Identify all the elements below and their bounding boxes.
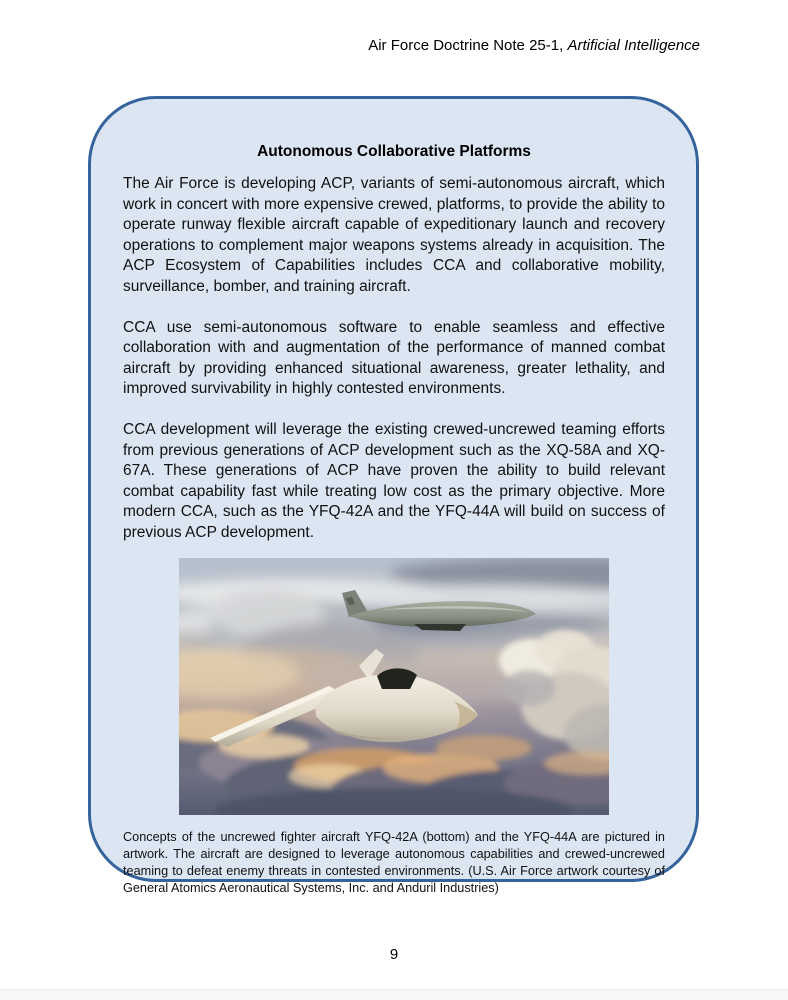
header-doc-subtitle: Artificial Intelligence (567, 37, 700, 54)
figure-caption: Concepts of the uncrewed fighter aircraft YFQ-42A (bottom) and the YFQ-44A are pictured in artwork. The aircraft are designed to leverage autonomous capabilities and crewed-uncrewed teaming to defeat enemy threats in contested environments. (U.S. Air Force artwork courtesy of General Atomics Aeronautical Systems, Inc. and Anduril Industries) (123, 829, 665, 895)
page-number: 9 (389, 946, 399, 963)
aircraft-artwork-image (179, 558, 609, 815)
paragraph-acp-overview: The Air Force is developing ACP, variants of semi-autonomous aircraft, which work in concert with more expensive crewed, platforms, to provide the ability to operate runway flexible aircraft capable of expeditionary launch and recovery operations to complement major weapons systems already in acquisition. The ACP Ecosystem of Capabilities includes CCA and collaborative mobility, surveillance, bomber, and training aircraft. (123, 175, 665, 295)
bottom-bar (0, 989, 788, 1000)
running-header (0, 37, 700, 54)
header-doc-title: Air Force Doctrine Note 25-1, (368, 37, 568, 54)
panel-title: Autonomous Collaborative Platforms (257, 143, 531, 160)
paragraph-cca-development: CCA development will leverage the existing crewed-uncrewed teaming efforts from previous generations of ACP development such as the XQ-58A and XQ-67A. These generations of ACP have proven the ability to build relevant combat capability fast while treating low cost as the primary objective. More modern CCA, such as the YFQ-42A and the YFQ-44A will build on success of previous ACP development. (123, 420, 665, 541)
acp-callout-panel (88, 96, 699, 895)
paragraph-cca-software: CCA use semi-autonomous software to enable seamless and effective collaboration with and augmentation of the performance of manned combat aircraft by providing enhanced situational awareness, greater lethality, and improved survivability in highly contested environments. (123, 318, 665, 398)
